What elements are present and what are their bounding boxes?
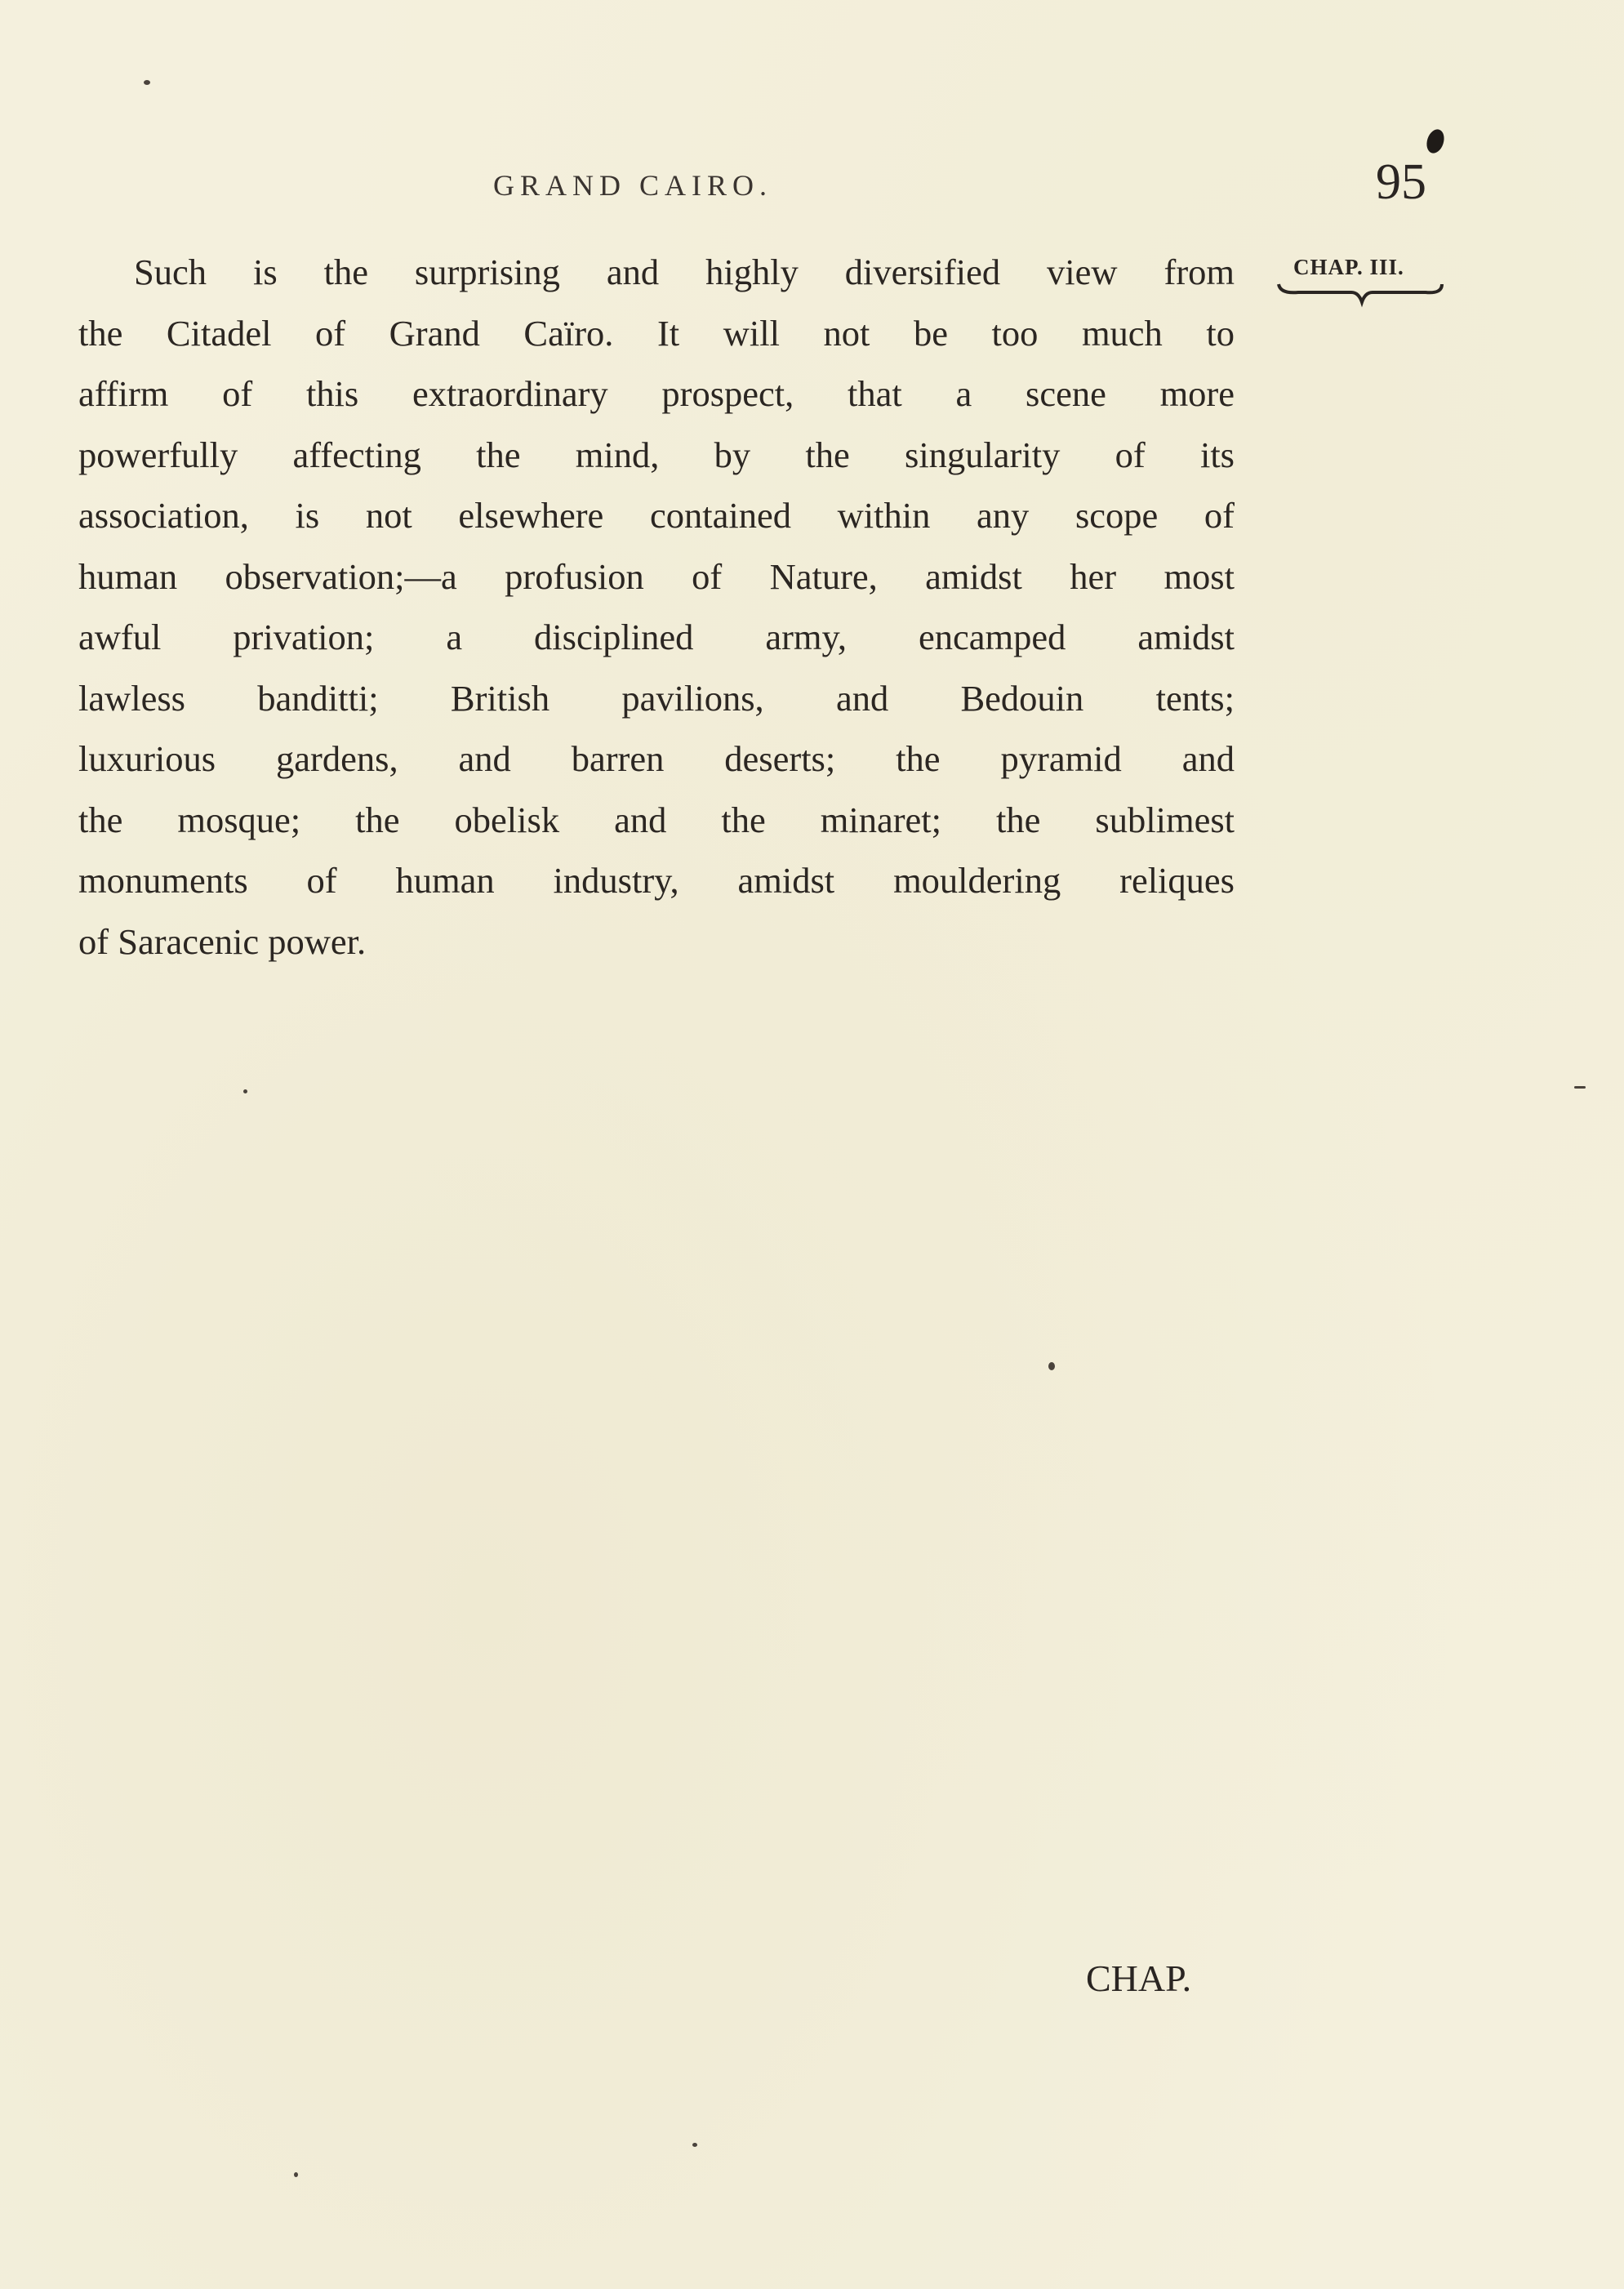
text-line: affirm of this extraordinary prospect, that a scene more [78, 373, 1235, 414]
text-line: human observation;—a profusion of Nature, amidst her most [78, 555, 1235, 597]
paper-speck [243, 1089, 247, 1093]
running-title: GRAND CAIRO. [493, 169, 773, 202]
paper-speck [1048, 1362, 1055, 1370]
text-line: the mosque; the obelisk and the minaret; the sublimest [78, 799, 1235, 840]
page-number: 95 [1376, 154, 1426, 210]
ink-blot [1424, 127, 1447, 156]
paper-speck [1574, 1086, 1586, 1089]
catchword: CHAP. [1086, 1957, 1192, 1999]
text-line: the Citadel of Grand Caïro. It will not be too much to [78, 312, 1235, 354]
text-line: Such is the surprising and highly diversified view from [134, 252, 1235, 292]
paper-speck [294, 2172, 298, 2177]
text-line: lawless banditti; British pavilions, and Bedouin tents; [78, 677, 1235, 719]
text-line: of Saracenic power. [78, 920, 367, 962]
main-paragraph [78, 242, 1235, 972]
text-line: luxurious gardens, and barren deserts; the pyramid and [78, 738, 1235, 779]
chapter-margin-label: CHAP. III. [1293, 255, 1404, 279]
paper-speck [144, 80, 150, 85]
paper-speck [692, 2143, 697, 2147]
margin-brace-icon [1274, 281, 1445, 310]
text-line: powerfully affecting the mind, by the singularity of its [78, 434, 1235, 475]
text-line: awful privation; a disciplined army, encamped amidst [78, 617, 1235, 657]
chapter-margin-note [1274, 252, 1445, 310]
text-line: monuments of human industry, amidst mouldering reliques [78, 860, 1235, 901]
text-line: association, is not elsewhere contained within any scope of [78, 495, 1235, 536]
